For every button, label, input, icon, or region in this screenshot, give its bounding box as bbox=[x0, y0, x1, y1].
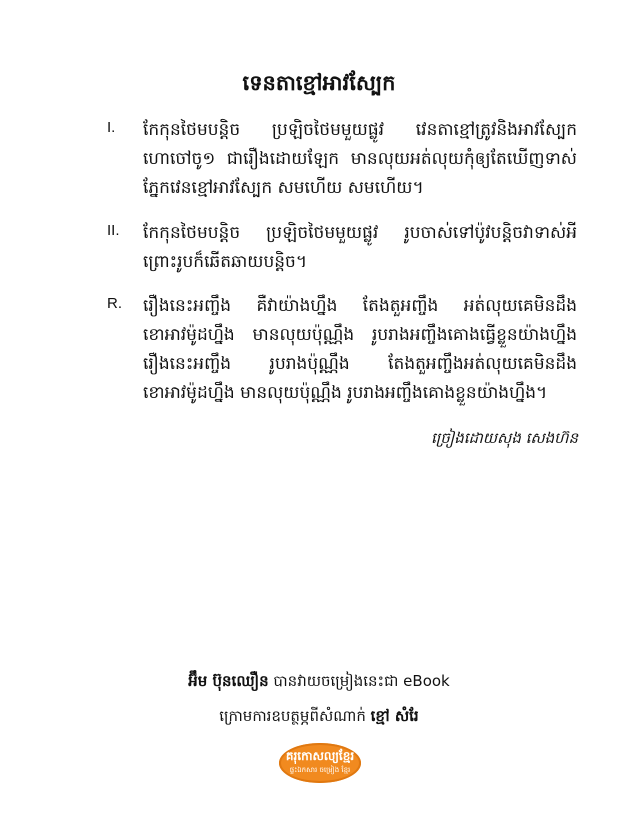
lyric-line: រឿងនេះអញ្ចឹង រូបរាងប៉ុណ្ណឹង តែងតួអញ្ចឹងអត់លុយគេមិនដឹង bbox=[143, 354, 577, 374]
lyric-line: កែកុនថៃមបន្តិច ប្រឡិចថៃមមួយផ្លូវ វេនតាខ្មៅត្រូវនិងអាវស្បែក bbox=[143, 120, 577, 140]
sponsor-name: ខ្មៅ សំរែ bbox=[370, 707, 419, 725]
verse-2 bbox=[107, 222, 577, 277]
lyric-line: ភ្នែកវេនខ្មៅអាវស្បែក សមហើយ សមហើយ។ bbox=[143, 178, 424, 198]
verse-label: I. bbox=[107, 119, 116, 136]
typist-text: បានវាយចម្រៀងនេះជា eBook bbox=[268, 672, 450, 690]
lyric-line: ព្រោះរូបក៏ឆើតឆាយបន្តិច។ bbox=[143, 252, 308, 272]
song-title: ទេនតាខ្មៅអាវស្បែក bbox=[242, 71, 396, 95]
verse-label: R. bbox=[107, 295, 122, 312]
sponsor-text: ក្រោមការឧបត្ថម្ភពីសំណាក់ bbox=[219, 707, 371, 725]
footer-sponsor-line bbox=[0, 707, 638, 729]
typist-name: អ៊ឹម ប៊ុនឈឿន bbox=[188, 672, 269, 690]
lyric-line: ហោចៅចូ១ ជារឿងដោយឡែក មានលុយអត់លុយកុំឲ្យតែឃើញទាស់ bbox=[143, 149, 577, 169]
singer-credit: ច្រៀងដោយសុង សេងហ៊ន bbox=[430, 429, 578, 447]
lyric-line: ខោអាវម៉ូដហ្នឹង មានលុយប៉ុណ្ណឹង រូបរាងអញ្ចឹងគោងធ្វើខ្លួនយ៉ាងហ្នឹង bbox=[143, 325, 577, 345]
verse-label: II. bbox=[107, 222, 120, 239]
verse-1 bbox=[107, 119, 577, 199]
logo-subtitle: ផ្ទះឯកសារ ចម្រៀង ខ្មែរ bbox=[289, 766, 351, 774]
publisher-logo bbox=[279, 743, 361, 783]
logo-title: គរុកោសល្យខ្មែរ bbox=[285, 749, 355, 763]
footer-typist-line bbox=[0, 672, 638, 694]
lyric-line: ខោអាវម៉ូដហ្នឹង មានលុយប៉ុណ្ណឹង រូបរាងអញ្ចឹងគោងខ្លួនយ៉ាងហ្នឹង។ bbox=[143, 383, 548, 403]
verse-refrain bbox=[107, 295, 577, 415]
lyric-line: រឿងនេះអញ្ចឹង គឺវាយ៉ាងហ្នឹង តែងតួអញ្ចឹង អត់លុយគេមិនដឹង bbox=[143, 296, 577, 316]
lyric-line: កែកុនថៃមបន្តិច ប្រឡិចថៃមមួយផ្លូវ រូបចាស់ទៅប៉ូវបន្តិចវាទាស់អី bbox=[143, 223, 577, 243]
